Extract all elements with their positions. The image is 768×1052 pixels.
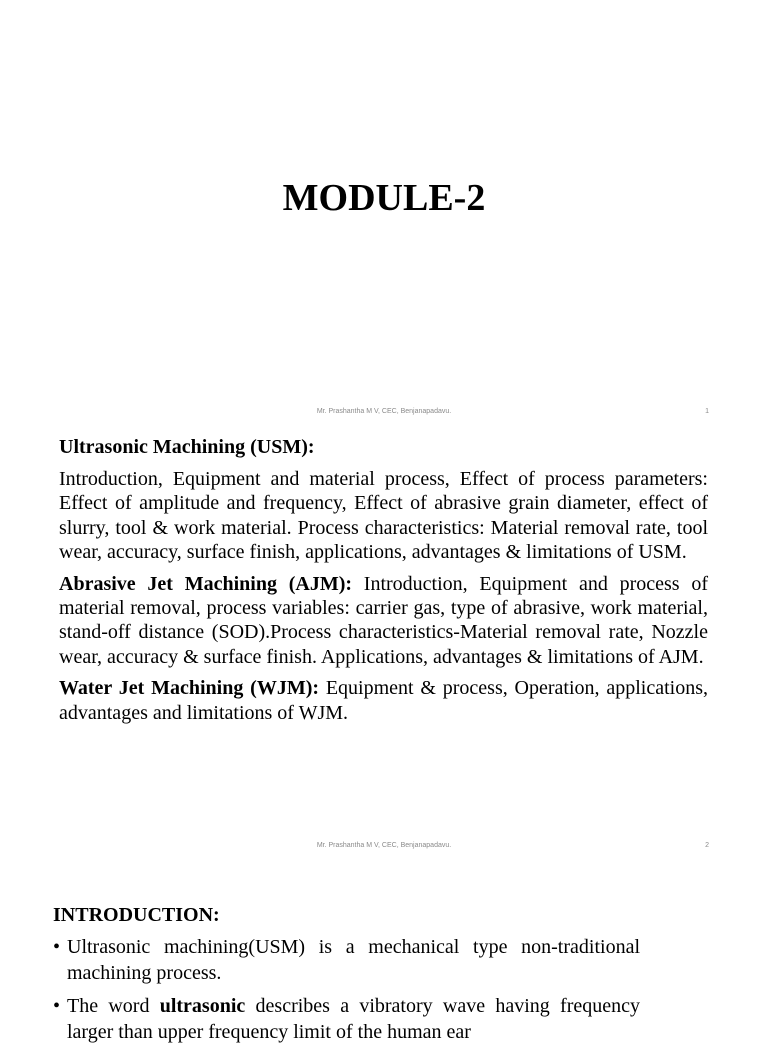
bullet-text-bold: ultrasonic — [159, 995, 246, 1017]
bullet-icon: • — [53, 995, 61, 1017]
introduction-heading: INTRODUCTION: — [53, 904, 220, 926]
ajm-text: Introduction, Equipment and process of material removal, process variables: carrier gas, type of abrasive, work material, stand-off distance (SOD).Process characteristics-Material removal rate, Nozzle wear, accuracy & surface finish. Applications, advantages & limitations of AJM. — [59, 572, 708, 668]
footer-author: Mr. Prashantha M V, CEC, Benjanapadavu. — [316, 408, 452, 415]
bullet-icon: • — [53, 936, 61, 958]
syllabus-body — [59, 467, 708, 732]
page-number: 1 — [705, 408, 709, 415]
bullet-text-pre: The word — [67, 995, 160, 1017]
introduction-list — [53, 934, 640, 1052]
bullet-text-post: describes a vibratory wave having frequency larger than upper frequency limit of the human ear — [67, 995, 640, 1043]
usm-heading: Ultrasonic Machining (USM): — [59, 436, 315, 458]
footer-author: Mr. Prashantha M V, CEC, Benjanapadavu. — [316, 842, 452, 849]
list-item — [53, 934, 640, 986]
ajm-paragraph — [59, 572, 708, 669]
page-number: 2 — [705, 842, 709, 849]
bullet-text: Ultrasonic machining(USM) is a mechanical type non-traditional machining process. — [67, 936, 640, 984]
wjm-paragraph — [59, 676, 708, 725]
module-title: MODULE-2 — [282, 177, 486, 219]
wjm-text: Equipment & process, Operation, applications, advantages and limitations of WJM. — [59, 677, 708, 724]
slide-3 — [0, 864, 768, 1043]
usm-paragraph: Introduction, Equipment and material process, Effect of process parameters: Effect of amplitude and frequency, Effect of abrasive grain diameter, effect of slurry, tool & work material. Process characteristics: Material removal rate, tool wear, accuracy, surface finish, applications, advantages & limitations of USM. — [59, 468, 708, 563]
list-item — [53, 993, 640, 1045]
slide-1 — [0, 0, 768, 432]
slide-2 — [0, 432, 768, 864]
ajm-label: Abrasive Jet Machining (AJM): — [59, 572, 353, 595]
wjm-label: Water Jet Machining (WJM): — [59, 677, 320, 700]
